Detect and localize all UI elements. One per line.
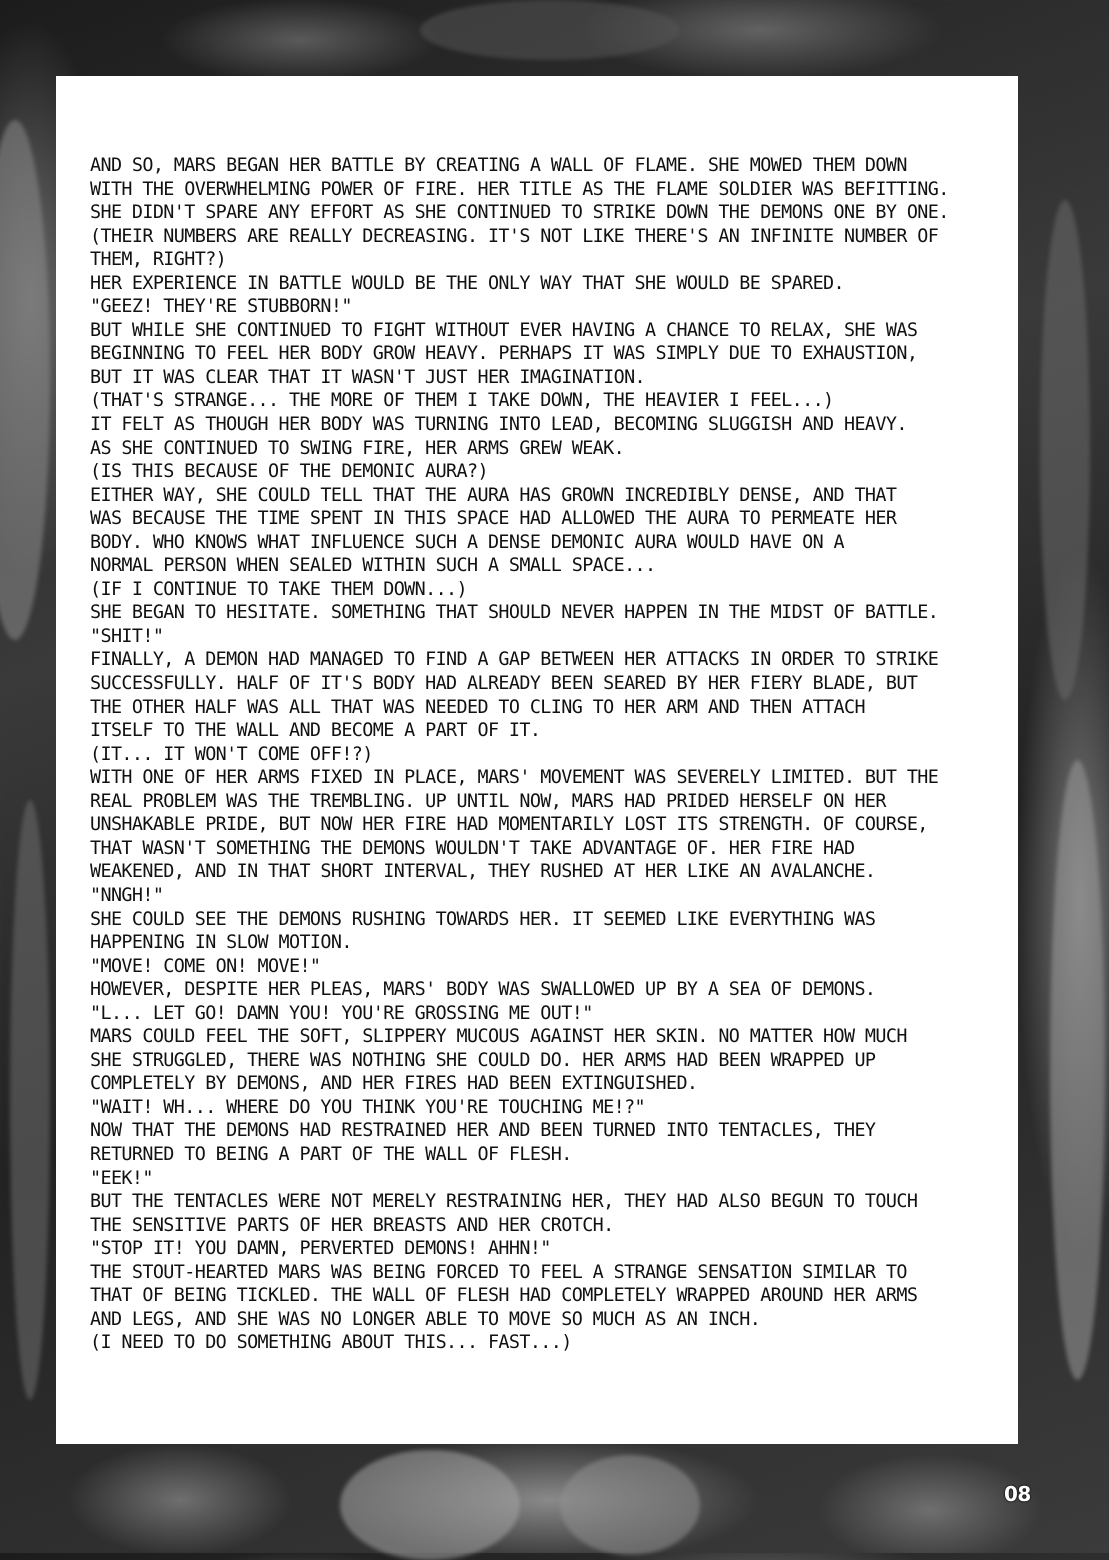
story-line: "MOVE! COME ON! MOVE!" — [90, 955, 321, 977]
story-line: FINALLY, A DEMON HAD MANAGED TO FIND A GAP BETWEEN HER ATTACKS IN ORDER TO STRIKE — [90, 649, 939, 671]
story-line: "SHIT!" — [90, 625, 164, 647]
story-line: HOWEVER, DESPITE HER PLEAS, MARS' BODY WAS SWALLOWED UP BY A SEA OF DEMONS. — [90, 979, 876, 1001]
story-line: (IF I CONTINUE TO TAKE THEM DOWN...) — [90, 578, 467, 600]
story-line: BODY. WHO KNOWS WHAT INFLUENCE SUCH A DENSE DEMONIC AURA WOULD HAVE ON A — [90, 531, 844, 553]
story-line: REAL PROBLEM WAS THE TREMBLING. UP UNTIL NOW, MARS HAD PRIDED HERSELF ON HER — [90, 790, 886, 812]
story-line: NORMAL PERSON WHEN SEALED WITHIN SUCH A SMALL SPACE... — [90, 555, 656, 577]
story-line: SHE COULD SEE THE DEMONS RUSHING TOWARDS HER. IT SEEMED LIKE EVERYTHING WAS — [90, 908, 876, 930]
story-line: "GEEZ! THEY'RE STUBBORN!" — [90, 296, 352, 318]
story-line: SHE DIDN'T SPARE ANY EFFORT AS SHE CONTINUED TO STRIKE DOWN THE DEMONS ONE BY ONE. — [90, 202, 949, 224]
story-line: THE STOUT-HEARTED MARS WAS BEING FORCED TO FEEL A STRANGE SENSATION SIMILAR TO — [90, 1261, 907, 1283]
story-line: (IS THIS BECAUSE OF THE DEMONIC AURA?) — [90, 461, 488, 483]
story-text-block — [90, 154, 1010, 1355]
story-line: THEM, RIGHT?) — [90, 249, 227, 271]
story-line: EITHER WAY, SHE COULD TELL THAT THE AURA HAS GROWN INCREDIBLY DENSE, AND THAT — [90, 484, 897, 506]
text-page-panel — [56, 76, 1018, 1444]
story-line: IT FELT AS THOUGH HER BODY WAS TURNING INTO LEAD, BECOMING SLUGGISH AND HEAVY. — [90, 414, 907, 436]
story-line: AND LEGS, AND SHE WAS NO LONGER ABLE TO MOVE SO MUCH AS AN INCH. — [90, 1308, 761, 1330]
story-line: (THAT'S STRANGE... THE MORE OF THEM I TAKE DOWN, THE HEAVIER I FEEL...) — [90, 390, 834, 412]
story-line: BEGINNING TO FEEL HER BODY GROW HEAVY. PERHAPS IT WAS SIMPLY DUE TO EXHAUSTION, — [90, 343, 918, 365]
story-line: AND SO, MARS BEGAN HER BATTLE BY CREATING A WALL OF FLAME. SHE MOWED THEM DOWN — [90, 155, 907, 176]
story-line: COMPLETELY BY DEMONS, AND HER FIRES HAD BEEN EXTINGUISHED. — [90, 1073, 698, 1095]
story-line: "NNGH!" — [90, 884, 164, 906]
story-line: WEAKENED, AND IN THAT SHORT INTERVAL, THEY RUSHED AT HER LIKE AN AVALANCHE. — [90, 861, 876, 883]
background-streak — [420, 0, 680, 60]
story-line: THE SENSITIVE PARTS OF HER BREASTS AND HER CROTCH. — [90, 1214, 614, 1236]
story-line: THE OTHER HALF WAS ALL THAT WAS NEEDED TO CLING TO HER ARM AND THEN ATTACH — [90, 696, 865, 718]
story-line: UNSHAKABLE PRIDE, BUT NOW HER FIRE HAD MOMENTARILY LOST ITS STRENGTH. OF COURSE, — [90, 814, 928, 836]
story-line: AS SHE CONTINUED TO SWING FIRE, HER ARMS GREW WEAK. — [90, 437, 625, 459]
background-streak — [0, 120, 50, 640]
story-line: ITSELF TO THE WALL AND BECOME A PART OF IT. — [90, 720, 541, 742]
story-line: "WAIT! WH... WHERE DO YOU THINK YOU'RE TOUCHING ME!?" — [90, 1096, 646, 1118]
story-line: BUT THE TENTACLES WERE NOT MERELY RESTRAINING HER, THEY HAD ALSO BEGUN TO TOUCH — [90, 1191, 918, 1213]
story-line: (THEIR NUMBERS ARE REALLY DECREASING. IT'S NOT LIKE THERE'S AN INFINITE NUMBER OF — [90, 225, 939, 247]
story-line: WITH ONE OF HER ARMS FIXED IN PLACE, MARS' MOVEMENT WAS SEVERELY LIMITED. BUT THE — [90, 767, 939, 789]
story-line: RETURNED TO BEING A PART OF THE WALL OF FLESH. — [90, 1143, 572, 1165]
story-line: SHE STRUGGLED, THERE WAS NOTHING SHE COULD DO. HER ARMS HAD BEEN WRAPPED UP — [90, 1049, 876, 1071]
story-line: "L... LET GO! DAMN YOU! YOU'RE GROSSING ME OUT!" — [90, 1002, 593, 1024]
background-streak — [560, 1455, 700, 1555]
background-streak — [340, 1450, 520, 1560]
background-streak — [10, 800, 50, 1400]
story-line: BUT IT WAS CLEAR THAT IT WASN'T JUST HER IMAGINATION. — [90, 366, 646, 388]
background-streak — [1040, 200, 1090, 700]
story-line: WAS BECAUSE THE TIME SPENT IN THIS SPACE HAD ALLOWED THE AURA TO PERMEATE HER — [90, 508, 897, 530]
story-line: THAT OF BEING TICKLED. THE WALL OF FLESH HAD COMPLETELY WRAPPED AROUND HER ARMS — [90, 1285, 918, 1307]
story-line: MARS COULD FEEL THE SOFT, SLIPPERY MUCOUS AGAINST HER SKIN. NO MATTER HOW MUCH — [90, 1026, 907, 1048]
story-line: THAT WASN'T SOMETHING THE DEMONS WOULDN'T TAKE ADVANTAGE OF. HER FIRE HAD — [90, 837, 855, 859]
story-line: "STOP IT! YOU DAMN, PERVERTED DEMONS! AHHN!" — [90, 1238, 551, 1260]
story-line: "EEK!" — [90, 1167, 153, 1189]
story-line: (IT... IT WON'T COME OFF!?) — [90, 743, 373, 765]
story-line: BUT WHILE SHE CONTINUED TO FIGHT WITHOUT EVER HAVING A CHANCE TO RELAX, SHE WAS — [90, 319, 918, 341]
page-number: 08 — [1004, 1482, 1031, 1506]
background-streak — [1050, 760, 1105, 1380]
story-line: (I NEED TO DO SOMETHING ABOUT THIS... FAST...) — [90, 1332, 572, 1354]
story-line: HAPPENING IN SLOW MOTION. — [90, 932, 352, 954]
story-line: NOW THAT THE DEMONS HAD RESTRAINED HER AND BEEN TURNED INTO TENTACLES, THEY — [90, 1120, 876, 1142]
story-line: SUCCESSFULLY. HALF OF IT'S BODY HAD ALREADY BEEN SEARED BY HER FIERY BLADE, BUT — [90, 673, 918, 695]
story-line: WITH THE OVERWHELMING POWER OF FIRE. HER TITLE AS THE FLAME SOLDIER WAS BEFITTING. — [90, 178, 949, 200]
story-line: HER EXPERIENCE IN BATTLE WOULD BE THE ONLY WAY THAT SHE WOULD BE SPARED. — [90, 272, 844, 294]
story-line: SHE BEGAN TO HESITATE. SOMETHING THAT SHOULD NEVER HAPPEN IN THE MIDST OF BATTLE. — [90, 602, 939, 624]
